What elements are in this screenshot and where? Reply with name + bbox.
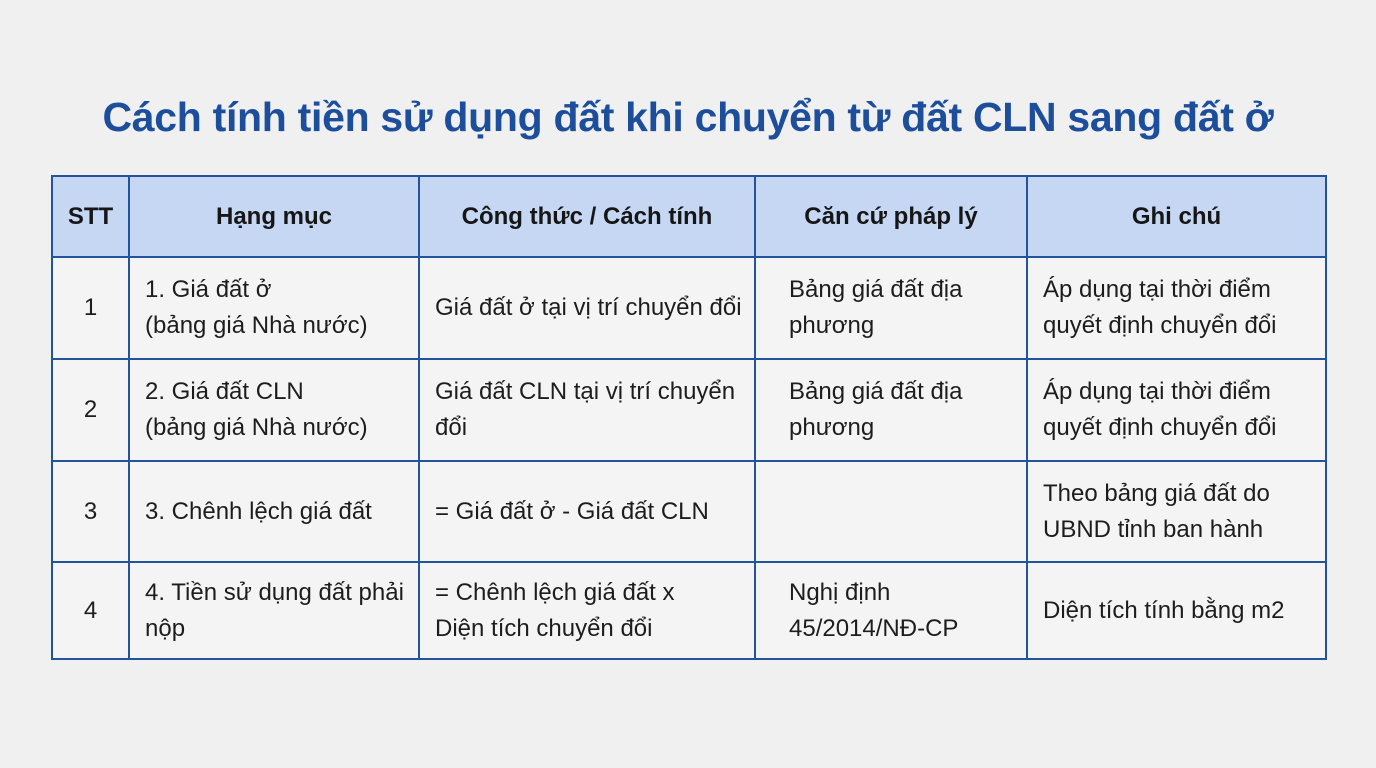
cell-legal-basis xyxy=(755,562,1027,659)
table-row xyxy=(52,257,1326,359)
cell-item-line: (bảng giá Nhà nước) xyxy=(145,414,368,441)
table-row xyxy=(52,562,1326,659)
page-title: Cách tính tiền sử dụng đất khi chuyển từ đất CLN sang đất ở xyxy=(102,94,1274,140)
cell-legal-basis xyxy=(755,461,1027,562)
cell-stt: 2 xyxy=(52,359,129,461)
header-stt: STT xyxy=(52,176,129,257)
cell-note: Áp dụng tại thời điểm quyết định chuyển đổi xyxy=(1027,257,1326,359)
cell-item xyxy=(129,257,419,359)
land-use-fee-table xyxy=(51,175,1327,660)
header-item: Hạng mục xyxy=(129,176,419,257)
cell-note: Theo bảng giá đất do UBND tỉnh ban hành xyxy=(1027,461,1326,562)
cell-stt: 3 xyxy=(52,461,129,562)
cell-stt: 1 xyxy=(52,257,129,359)
cell-formula-line: Diện tích chuyển đổi xyxy=(435,614,653,642)
table-header-row xyxy=(52,176,1326,257)
header-note: Ghi chú xyxy=(1027,176,1326,257)
cell-formula xyxy=(419,562,755,659)
header-formula: Công thức / Cách tính xyxy=(419,176,755,257)
cell-item: 3. Chênh lệch giá đất xyxy=(129,461,419,562)
cell-legal-basis: Bảng giá đất địa phương xyxy=(755,257,1027,359)
cell-legal-basis: Bảng giá đất địa phương xyxy=(755,359,1027,461)
table-row xyxy=(52,359,1326,461)
cell-legal-line: Nghị định xyxy=(789,578,891,606)
cell-note: Diện tích tính bằng m2 xyxy=(1027,562,1326,659)
header-legal-basis: Căn cứ pháp lý xyxy=(755,176,1027,257)
cell-legal-line: 45/2014/NĐ-CP xyxy=(789,614,959,642)
cell-stt: 4 xyxy=(52,562,129,659)
cell-item-line: 2. Giá đất CLN xyxy=(145,378,304,405)
table-row xyxy=(52,461,1326,562)
cell-formula: = Giá đất ở - Giá đất CLN xyxy=(419,461,755,562)
cell-formula: Giá đất ở tại vị trí chuyển đổi xyxy=(419,257,755,359)
cell-note: Áp dụng tại thời điểm quyết định chuyển đổi xyxy=(1027,359,1326,461)
cell-item-line: (bảng giá Nhà nước) xyxy=(145,312,368,339)
cell-formula: Giá đất CLN tại vị trí chuyển đổi xyxy=(419,359,755,461)
cell-item-line: 1. Giá đất ở xyxy=(145,276,272,303)
cell-item xyxy=(129,359,419,461)
cell-formula-line: = Chênh lệch giá đất x xyxy=(435,578,675,606)
cell-item: 4. Tiền sử dụng đất phải nộp xyxy=(129,562,419,659)
